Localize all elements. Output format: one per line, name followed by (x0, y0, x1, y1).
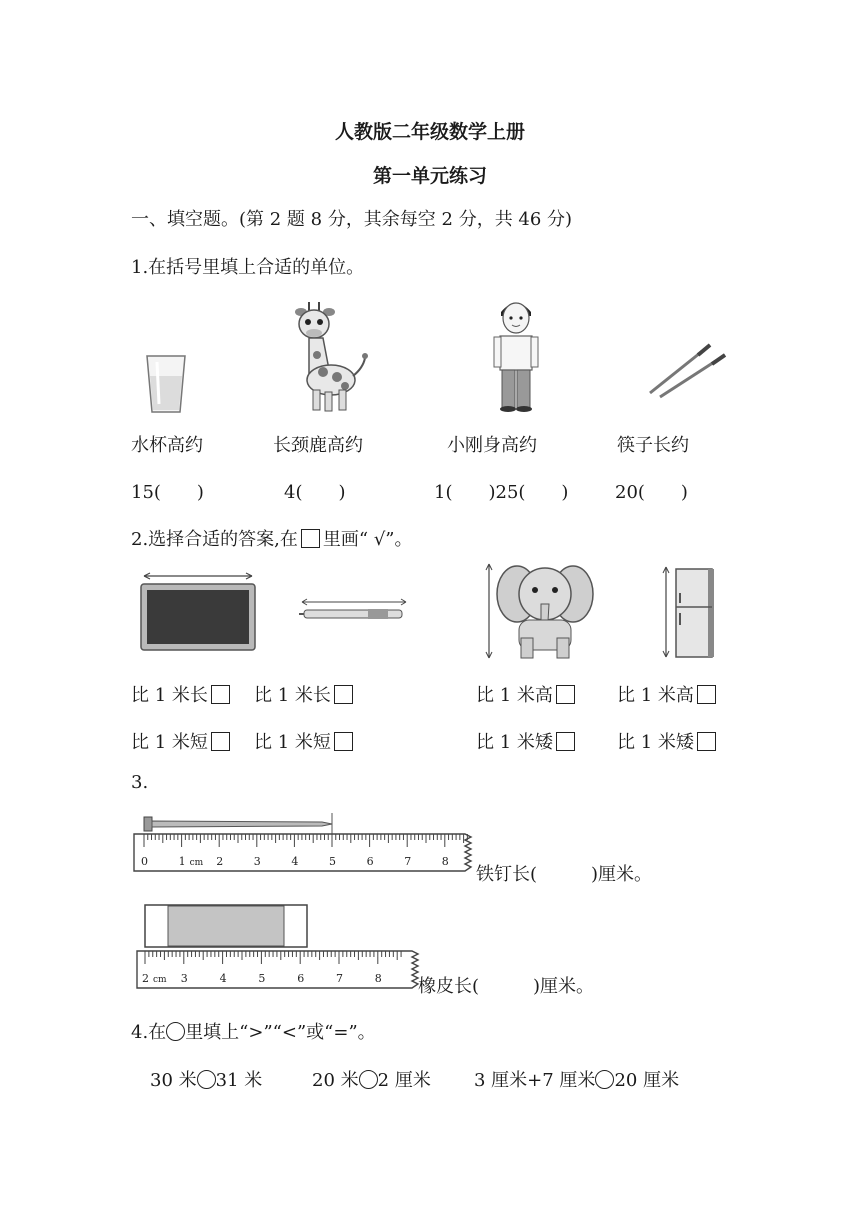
ruler-label: 2 (216, 855, 224, 868)
checkbox-icon[interactable] (211, 685, 230, 704)
compare-circle-input[interactable] (359, 1070, 378, 1089)
question-3-number: 3. (131, 772, 149, 793)
page-subtitle: 第一单元练习 (372, 165, 487, 187)
option-label: 比 1 米矮 (476, 732, 553, 753)
ruler-label: 6 (297, 972, 305, 985)
question-4-prompt (131, 1018, 376, 1044)
checkbox-icon[interactable] (556, 732, 575, 751)
compare-left: 3 厘米+7 厘米 (474, 1070, 596, 1091)
nail-length-answer[interactable]: 铁钉长( )厘米。 (476, 864, 653, 885)
elephant-lower-option[interactable] (476, 728, 575, 754)
question-2-prompt (131, 525, 413, 551)
cup-blank[interactable]: 15( ) (131, 482, 204, 503)
cup-label: 水杯高约 (131, 435, 203, 456)
elephant-image (481, 560, 593, 662)
compare-left: 20 米 (312, 1070, 359, 1091)
compare-item-2 (312, 1066, 431, 1092)
giraffe-image (287, 300, 371, 415)
question-2-prompt-end: 里画“ √”。 (322, 529, 413, 550)
section-heading: 一、填空题。(第 2 题 8 分，其余每空 2 分，共 46 分) (131, 209, 573, 230)
ruler-1 (133, 833, 473, 873)
ruler-label: 2 (142, 972, 149, 985)
refrigerator-image (660, 563, 718, 661)
question-4-prompt-start: 4.在 (131, 1022, 167, 1043)
page-title: 人教版二年级数学上册 (334, 121, 525, 143)
compare-item-3 (474, 1066, 679, 1092)
circle-sample-icon (166, 1022, 185, 1041)
blackboard-longer-option[interactable] (131, 681, 230, 707)
checkbox-sample-icon (301, 529, 320, 548)
compare-left: 30 米 (150, 1070, 197, 1091)
ruler-label: 3 (253, 855, 261, 868)
compare-item-1 (150, 1066, 262, 1092)
ruler-label: 0 (141, 855, 148, 868)
option-label: 比 1 米高 (476, 685, 553, 706)
pen-longer-option[interactable] (254, 681, 353, 707)
ruler-label: 7 (404, 855, 412, 868)
ruler-unit: cm (153, 975, 167, 985)
blackboard-image (140, 572, 256, 652)
compare-right: 20 厘米 (614, 1070, 680, 1091)
option-label: 比 1 米高 (617, 685, 694, 706)
compare-right: 2 厘米 (377, 1070, 431, 1091)
compare-circle-input[interactable] (197, 1070, 216, 1089)
ruler-label: 7 (336, 972, 343, 985)
ruler-label: 3 (180, 972, 188, 985)
pen-shorter-option[interactable] (254, 728, 353, 754)
option-label: 比 1 米矮 (617, 732, 694, 753)
boy-image (491, 294, 541, 414)
giraffe-label: 长颈鹿高约 (273, 435, 363, 456)
chopsticks-blank[interactable]: 20( ) (615, 482, 688, 503)
refrigerator-taller-option[interactable] (617, 681, 716, 707)
checkbox-icon[interactable] (697, 732, 716, 751)
checkbox-icon[interactable] (697, 685, 716, 704)
ruler-label: 4 (219, 972, 227, 985)
ruler-label: 4 (291, 855, 299, 868)
ruler-label: 1 (178, 855, 186, 868)
elephant-taller-option[interactable] (476, 681, 575, 707)
question-1-prompt: 1.在括号里填上合适的单位。 (131, 257, 365, 278)
eraser-image (144, 904, 308, 948)
checkbox-icon[interactable] (334, 685, 353, 704)
ruler-label: 6 (366, 855, 374, 868)
option-label: 比 1 米长 (254, 685, 331, 706)
checkbox-icon[interactable] (211, 732, 230, 751)
blackboard-shorter-option[interactable] (131, 728, 230, 754)
boy-label: 小刚身高约 (447, 435, 537, 456)
giraffe-blank[interactable]: 4( ) (284, 482, 346, 503)
chopsticks-image (648, 343, 728, 398)
refrigerator-lower-option[interactable] (617, 728, 716, 754)
compare-right: 31 米 (215, 1070, 263, 1091)
ruler-label: 5 (329, 855, 336, 868)
ruler-2 (136, 950, 420, 990)
boy-blank[interactable]: 1( )25( ) (434, 482, 569, 503)
nail-image (142, 813, 338, 835)
checkbox-icon[interactable] (334, 732, 353, 751)
checkbox-icon[interactable] (556, 685, 575, 704)
option-label: 比 1 米短 (131, 732, 208, 753)
eraser-length-answer[interactable]: 橡皮长( )厘米。 (418, 976, 595, 997)
option-label: 比 1 米短 (254, 732, 331, 753)
ruler-label: 5 (258, 972, 266, 985)
question-4-prompt-end: 里填上“>”“<”或“=”。 (185, 1022, 376, 1043)
option-label: 比 1 米长 (131, 685, 208, 706)
pen-image (298, 596, 410, 624)
question-2-prompt-start: 2.选择合适的答案,在 (131, 529, 298, 550)
chopsticks-label: 筷子长约 (617, 435, 689, 456)
water-glass-image (145, 354, 187, 414)
ruler-label: 8 (441, 855, 449, 868)
compare-circle-input[interactable] (595, 1070, 614, 1089)
ruler-label: 8 (374, 972, 382, 985)
ruler-unit: cm (189, 858, 204, 868)
